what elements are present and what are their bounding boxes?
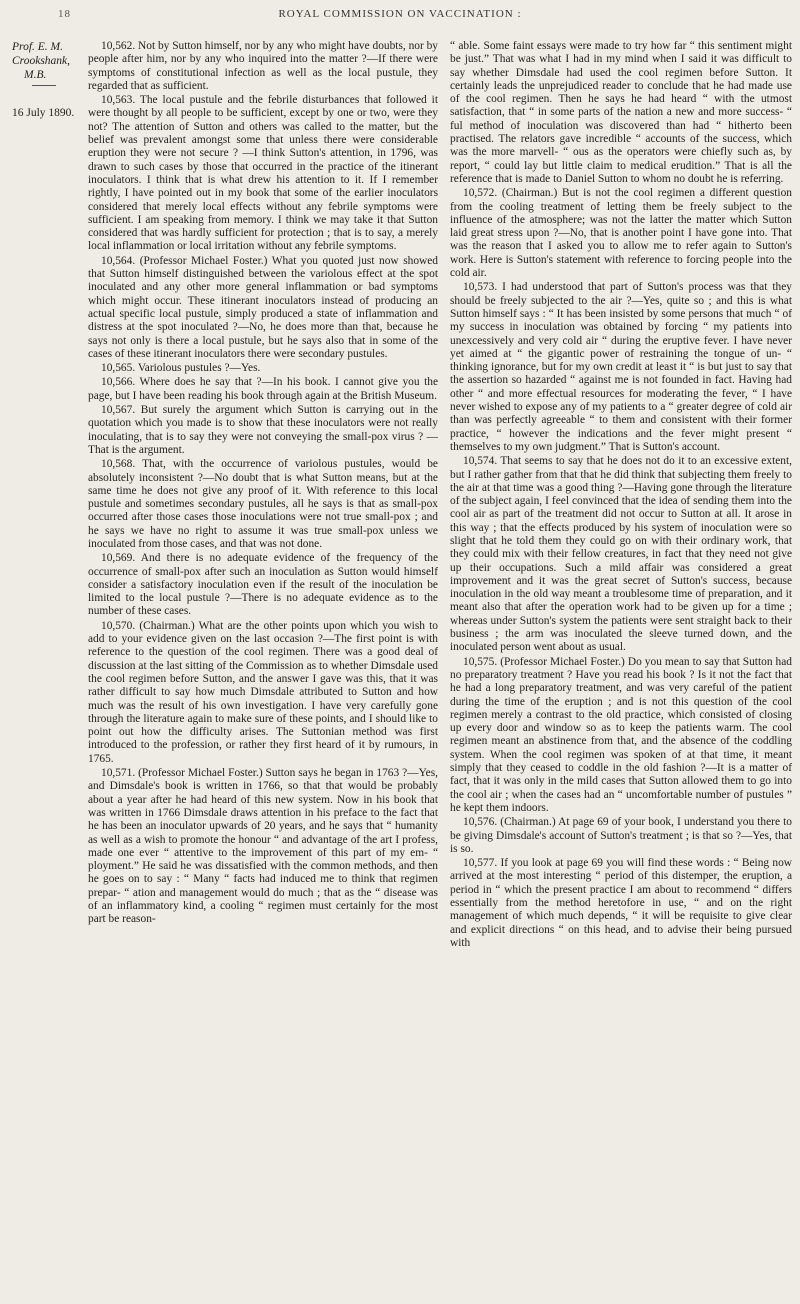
margin-note [12, 40, 84, 120]
question-10575: 10,575. (Professor Michael Foster.) Do you mean to say that Sutton had no preparatory treatment ? Have you read his book ? Is it not the fact that he had a long preparatory treatment, and was very careful of the patient during the time of the eruption ; and is not this question of the cool regimen merely a contrast to the old practice, which consisted of closing up every door and window so as to keep the patients warm. The cool regimen meant an abstinence from that, and the absence of the coddling system. When the cool regimen was spoken of at that time, it meant simply that they ceased to coddle in the old fashion ?—It is a matter of fact, that it was only in the mild cases that Sutton allowed them to go into the cool air ; when the cases had an “ uncomfortable number of pustules ” he kept them indoors. [450, 655, 792, 814]
question-10572: 10,572. (Chairman.) But is not the cool regimen a different question from the cooling treatment of letting them be freely subject to the influence of the atmosphere; was not the latter the matter which Sutton laid great stress upon ?—No, that is another point I have gone into. That was the reason that I asked you to allow me to refer again to Sutton's work. Here is Sutton's statement with reference to forcing people into the cold air. [450, 187, 792, 280]
page-number: 18 [58, 8, 71, 20]
question-10570: 10,570. (Chairman.) What are the other points upon which you wish to add to your evidence given on the last occasion ?—The first point is with reference to the question of the cool regimen. There was a good deal of discussion at the last sitting of the Commission as to whether Dimsdale used the cool regimen before Sutton, and the answer I gave was this, that it was rather difficult to say how much Dimsdale attributed to Sutton and how much was the result of his own investigation. I have very carefully gone through the literature again to make sure of these points, and I should like to point out how the difficulty arises. The Suttonian method was first introduced to the profession, or rather they first heard of it by rumours, in 1765. [88, 619, 438, 765]
question-10571: 10,571. (Professor Michael Foster.) Sutton says he began in 1763 ?—Yes, and Dimsdale's book is written in 1766, so that that would be probably about a year after he had heard of this new system. Now in his book that was written in 1766 Dimsdale draws attention in his preface to the fact that he has been an inoculator upwards of 20 years, and he says that “ humanity as well as a wish to promote the honour “ and advantage of the art I profess, made one ever “ attentive to the improvement of this part of my em- “ ployment.” He said he was dissatisfied with the common methods, and then he goes on to say : “ Many “ facts had induced me to think that regimen prepar- “ ation and management would do much ; that as the “ disease was of an inflammatory kind, a cooling “ regimen must certainly for the most part be reason- [88, 767, 438, 926]
margin-rule [32, 85, 56, 86]
question-10573: 10,573. I had understood that part of Sutton's process was that they should be freely subjected to the air ?—Yes, quite so ; and this is what Sutton himself says : “ It has been insisted by some persons that much “ of my success in inoculation was obtained by forcing “ my patients into unexcessively and very cold air “ during the eruptive fever. I have never yet aimed at “ the gigantic power of restraining the tongue of un- “ thinking ignorance, but for my own credit at least it “ is but just to say that the assertion so hazarded “ against me is not founded in fact. Having had other “ and more effectual resources for moderating the fever, “ I have never wished to expose any of my patients to a “ greater degree of cold air than was perfectly agreeable “ to them and consistent with their former practice, “ however the indications and the fever might present “ themselves to my own judgment.” That is Sutton's account. [450, 281, 792, 453]
question-10563: 10,563. The local pustule and the febrile disturbances that followed it were thought by all people to be sufficient, except by one or two, were they not? The attention of Sutton and others was called to the matter, but the belief was prevalent amongst some that unless there were considerable eruption they were not secure ? —I think Sutton's attention, in 1796, was drawn to such cases by those that occurred in the practice of the itinerant inoculators. I think that is what drew his attention to it. If I remember rightly, I have pointed out in my book that some of the earlier inoculators considered that merely local effects without any febrile symptoms were sufficient. I am speaking from memory. I think we may take it that Sutton considered that was hardly sufficient for protection ; that is to say, a merely local inflammation or local irritation without any febrile symptoms. [88, 94, 438, 253]
question-10574: 10,574. That seems to say that he does not do it to an excessive extent, but I rather gather from that that he did think that subjecting them freely to the air at that time was a good thing ?—Having gone through the literature of the subject again, I feel convinced that the idea of sending them into the cool air as part of the treatment did not occur to Sutton at all. It arose in this way ; that the effects produced by his system of inoculation were so slight that he told them they could go on with their ordinary work, that they could mix with their fellow creatures, in fact that they need not give up their occupations. Such a mild affair was considered a great improvement and it was the great secret of Sutton's success, because inoculation in the old way meant a troublesome time of preparation, and it meant also that after the operation work had to be given up for a time ; whereas under Sutton's system the patients were sent straight back to their business ; the arm was inoculated the sleeve turned down, and the inoculated person went about as usual. [450, 455, 792, 654]
left-column [88, 40, 438, 1302]
question-10564: 10,564. (Professor Michael Foster.) What you quoted just now showed that Sutton himself distinguished between the variolous effect at the spot inoculated and any other more general inflammation or bad symptoms which might occur. These itinerant inoculators instead of producing an actual specific local pustule, simply produced a state of inflammation and distress at the spot inoculated ?—No, he does more than that, because he says not only is there a local pustule, but he says also that in some of the cases of these itinerant inoculators there were secondary pustules. [88, 254, 438, 360]
witness-name-line3: M.B. [24, 69, 47, 81]
continued-answer-10571: “ able. Some faint essays were made to try how far “ this sentiment might be just.” That was what I had in my mind when I said it was difficult to say whether Dimsdale had used the cool regimen before Sutton. It certainly leads the unprejudiced reader to conclude that he had made use of the cool regimen. Then he says he had heard “ with the utmost satisfaction, that “ in some parts of the nation a new and more success- “ ful method of inoculation was discovered than had “ hitherto been practised. The relators gave incredible “ accounts of the success, which was the more marvell- “ ous as the operators were chiefly such as, by report, “ could lay but little claim to medical erudition.” That is all the reference that is made to Daniel Sutton to whom no doubt he is referring. [450, 40, 792, 185]
right-column [450, 40, 792, 1302]
witness-name-line2: Crookshank, [12, 55, 71, 67]
question-10576: 10,576. (Chairman.) At page 69 of your book, I understand you there to be giving Dimsdale's account of Sutton's treatment ; is that so ?—Yes, that is so. [450, 816, 792, 855]
witness-name-line1: Prof. E. M. [12, 41, 63, 53]
question-10569: 10,569. And there is no adequate evidence of the frequency of the occurrence of small-pox after such an inoculation as Sutton would himself consider a satisfactory inoculation even if the result of the inoculation be limited to the local pustule ?—There is no adequate evidence as to the number of these cases. [88, 552, 438, 618]
question-10567: 10,567. But surely the argument which Sutton is carrying out in the quotation which you made is to show that these inoculators were not really inoculating, that is to say they were not conveying the small-pox virus ? —That is the argument. [88, 404, 438, 456]
question-10565: 10,565. Variolous pustules ?—Yes. [101, 362, 261, 375]
question-10577: 10,577. If you look at page 69 you will find these words : “ Being now arrived at the most interesting “ period of this distemper, the eruption, a period in “ which the present practice I am about to recommend “ differs essentially from the method heretofore in use, “ and on the right management of which much depends, “ it will be requisite to give clear and explicit directions “ on this head, and to advise their being pursued with [450, 857, 792, 949]
sitting-date: 16 July 1890. [12, 107, 75, 119]
question-10562: 10,562. Not by Sutton himself, nor by any who might have doubts, nor by people after him, nor by any who inquired into the matter ?—If there were symptoms of constitutional infection as well as the local pustule, they regarded that as sufficient. [88, 40, 438, 92]
running-head [0, 8, 800, 20]
question-10566: 10,566. Where does he say that ?—In his book. I cannot give you the page, but I have been reading his book through again at the British Museum. [88, 376, 438, 402]
question-10568: 10,568. That, with the occurrence of variolous pustules, would be absolutely inconsistent ?—No doubt that is what Sutton means, but at the same time he does not give any proof of it. With reference to this local pustule and sometimes secondary pustules, all he says is that as small-pox occurred after those cases those inoculations were not true small-pox ; and he says we have no right to assume it was true small-pox unless we inoculated from those cases, and that was not done. [88, 458, 438, 550]
running-title: ROYAL COMMISSION ON VACCINATION : [278, 8, 522, 20]
